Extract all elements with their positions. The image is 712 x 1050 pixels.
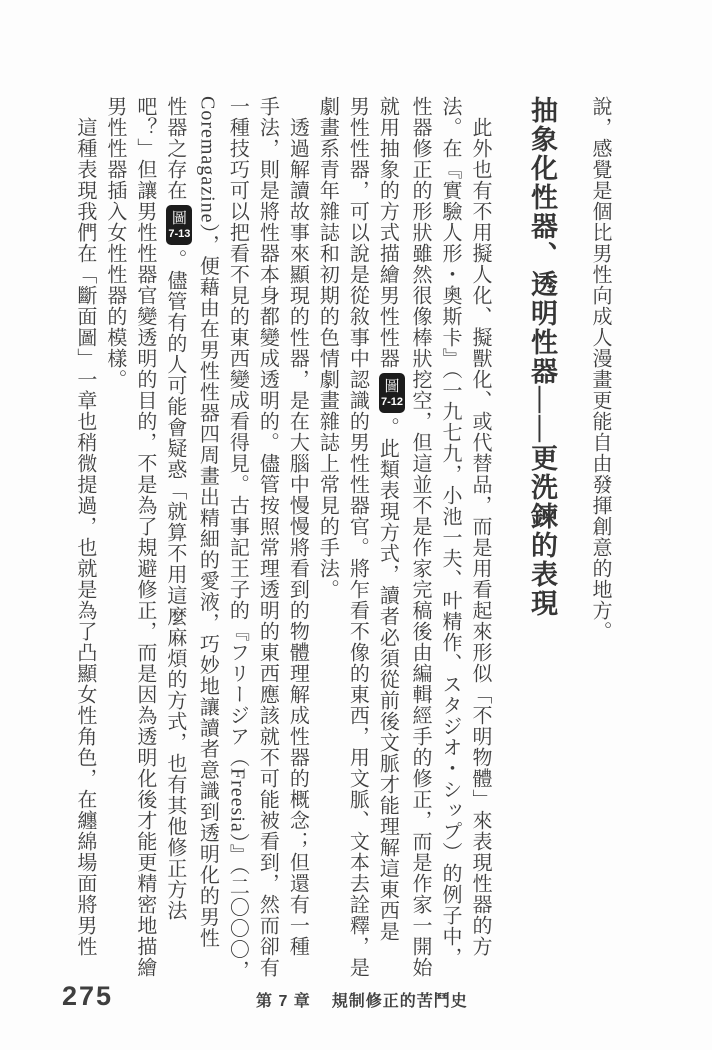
line-text-before-figure: 性器之存在 (163, 96, 186, 201)
paragraph-line: 性器修正的形狀雖然很像棒狀挖空，但這並不是作家完稿後由編輯經手的修正，而是作家一開始 (409, 96, 431, 978)
section-heading: 抽象化性器、透明性器——更洗鍊的表現 (527, 96, 557, 618)
paragraph-line: 一種技巧可以把看不見的東西變成看得見。古事記王子的『フリージア（Freesia）』（二〇〇〇， (226, 96, 249, 981)
paragraph-line: 男性性器插入女性性器的模樣。 (103, 96, 126, 390)
running-head (256, 988, 468, 1011)
vertical-text-area (73, 96, 615, 981)
paragraph-line: 吧？」但讓男性性器官變透明的目的，不是為了規避修正，而是因為透明化後才能更精密地描繪 (133, 96, 156, 978)
paragraph-line: 這種表現我們在「斷面圖」一章也稍微提過，也就是為了凸顯女性角色，在纏綿場面將男性 (73, 117, 96, 957)
intro-continuation-line: 說，感覺是個比男性向成人漫畫更能自由發揮創意的地方。 (589, 96, 611, 642)
paragraph-line: 透過解讀故事來顯現的性器，是在大腦中慢慢將看到的物體理解成性器的概念；但還有一種 (286, 117, 309, 957)
paragraph-line: 男性性器，可以說是從敘事中認識的男性性器官。將乍看不像的東西，用文脈、文本去詮釋，是 (346, 96, 369, 978)
figure-badge-number: 7-12 (380, 396, 404, 408)
figure-badge-char: 圖 (171, 210, 187, 227)
line-text-after-figure: 。儘管有的人可能會疑惑「就算不用這麼麻煩的方式，也有其他修正方法 (163, 249, 186, 921)
paragraph-line: 法。在『實驗人形・奧斯卡』（一九七九，小池一夫、叶精作、スタジオ・シップ）的例子中， (439, 96, 461, 968)
paragraph-line-with-figure-ref (372, 96, 405, 940)
chapter-title: 規制修正的苦鬥史 (331, 993, 468, 1010)
figure-badge-char: 圖 (384, 378, 400, 395)
figure-7-13-badge (166, 205, 192, 245)
paragraph-line: 此外也有不用擬人化、擬獸化、或代替品，而是用看起來形似「不明物體」來表現性器的方 (469, 117, 491, 957)
figure-badge-number: 7-13 (168, 228, 191, 240)
figure-7-12-badge (379, 373, 405, 413)
paragraph-line: Coremagazine），便藉由在男性性器四周畫出精細的愛液，巧妙地讓讀者意識到透明化的男性 (196, 96, 219, 949)
page-number: 275 (62, 981, 114, 1011)
chapter-label: 第 7 章 (256, 993, 311, 1010)
line-text-before-figure: 就用抽象的方式描繪男性性器 (376, 96, 399, 369)
paragraph-line: 劇畫系青年雜誌和初期的色情劇畫雜誌上常見的手法。 (316, 96, 339, 600)
paragraph-line-with-figure-ref (160, 96, 193, 940)
line-text-after-figure: 。此類表現方式，讀者必須從前後文脈才能理解這東西是 (376, 417, 399, 942)
paragraph-line: 手法，則是將性器本身都變成透明的。儘管按照常理透明的東西應該就不可能被看到，然而卻有 (256, 96, 279, 978)
